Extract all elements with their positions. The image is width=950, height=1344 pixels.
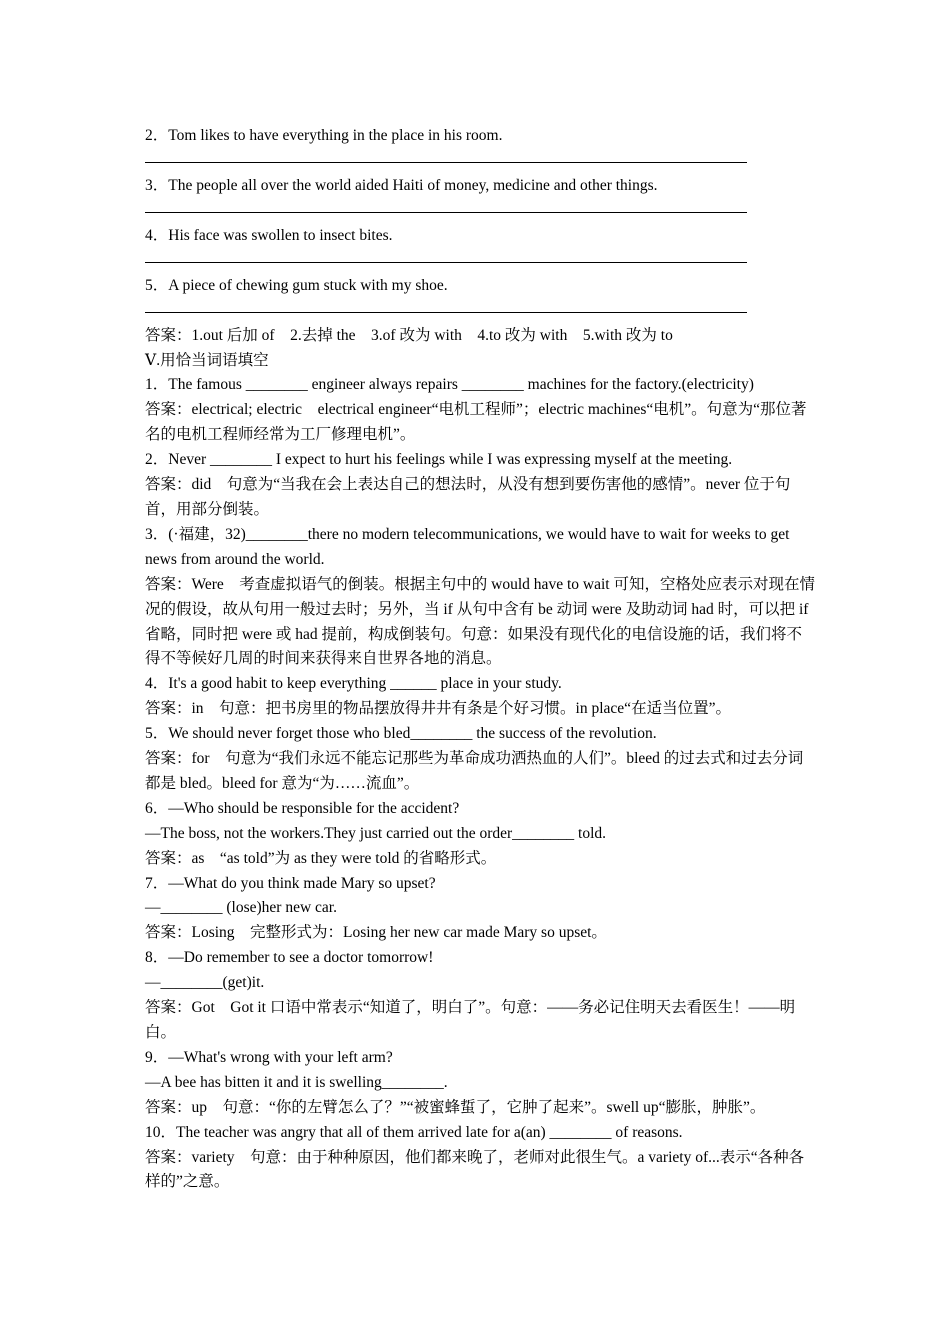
exercise-4-question-2: 2．Tom likes to have everything in the place in his room.: [145, 127, 503, 144]
q8-response: —________(get)it.: [145, 974, 265, 992]
q2-answer: 答案：did 句意为“当我在会上表达自己的想法时，从没有想到要伤害他的感情”。never 位于句首，用部分倒装。: [145, 476, 791, 518]
q6-question: 6．—Who should be responsible for the accident?: [145, 799, 460, 817]
q3-question: 3．(·福建，32)________there no modern telecommunications, we would have to wait for weeks to get news from around the world.: [145, 525, 790, 568]
q6-response: —The boss, not the workers.They just carried out the order________ told.: [145, 824, 607, 842]
q8-question: 8．—Do remember to see a doctor tomorrow!: [145, 949, 434, 967]
q1-answer: 答案：electrical; electric electrical engineer“电机工程师”；electric machines“电机”。句意为“那位著名的电机工程师经常为工厂修理电机”。: [145, 401, 807, 444]
q9-question: 9．—What's wrong with your left arm?: [145, 1048, 393, 1066]
q3-answer: 答案：Were 考查虚拟语气的倒装。根据主句中的 would have to wait 可知，空格处应表示对现在情况的假设，故从句用一般过去时；另外，当 if 从句中含有 be 动词 were 及助动词 had 时，可以把 if 省略，同时把 were 或 had 提前，构成倒装句。句意：如果没有现代化的电信设施的话，我们将不得不等候好几周的时间来获得来自世界各地的消息。: [145, 575, 815, 668]
exercise-4-question-4: 4．His face was swollen to insect bites.: [145, 226, 393, 244]
q7-response: —________ (lose)her new car.: [145, 899, 337, 917]
q5-answer: 答案：for 句意为“我们永远不能忘记那些为革命成功洒热血的人们”。bleed 的过去式和过去分词都是 bled。bleed for 意为“为……流血”。: [145, 750, 804, 792]
q8-answer: 答案：Got Got it 口语中常表示“知道了，明白了”。句意：——务必记住明天去看医生！——明白。: [145, 999, 796, 1041]
q9-response: —A bee has bitten it and it is swelling________.: [145, 1073, 448, 1091]
q10-question: 10．The teacher was angry that all of them arrived late for a(an) ________ of reasons.: [145, 1123, 683, 1141]
section-5-heading: Ⅴ.用恰当词语填空: [145, 351, 269, 369]
q6-answer: 答案：as “as told”为 as they were told 的省略形式。: [145, 849, 497, 867]
q2-question: 2．Never ________ I expect to hurt his feelings while I was expressing myself at the meeting.: [145, 451, 733, 469]
q9-answer: 答案：up 句意：“你的左臂怎么了？”“被蜜蜂蜇了，它肿了起来”。swell up“膨胀，肿胀”。: [145, 1098, 766, 1116]
q7-answer: 答案：Losing 完整形式为：Losing her new car made Mary so upset。: [145, 924, 607, 942]
answer-blank-line: [145, 212, 747, 213]
exercise-4-answer: 答案：1.out 后加 of 2.去掉 the 3.of 改为 with 4.to 改为 with 5.with 改为 to: [145, 326, 673, 344]
answer-blank-line: [145, 312, 747, 313]
q7-question: 7．—What do you think made Mary so upset?: [145, 874, 436, 892]
document-page: [145, 124, 817, 1195]
q4-question: 4．It's a good habit to keep everything ______ place in your study.: [145, 675, 562, 693]
q1-question: 1．The famous ________ engineer always repairs ________ machines for the factory.(electricity): [145, 376, 754, 394]
q10-answer: 答案：variety 句意：由于种种原因，他们都来晚了，老师对此很生气。a variety of...表示“各种各样的”之意。: [145, 1148, 805, 1191]
exercise-4-question-5: 5．A piece of chewing gum stuck with my shoe.: [145, 276, 448, 294]
q5-question: 5．We should never forget those who bled________ the success of the revolution.: [145, 725, 657, 743]
q4-answer: 答案：in 句意：把书房里的物品摆放得井井有条是个好习惯。in place“在适当位置”。: [145, 700, 731, 718]
answer-blank-line: [145, 262, 747, 263]
exercise-4-question-3: 3．The people all over the world aided Haiti of money, medicine and other things.: [145, 176, 658, 194]
answer-blank-line: [145, 162, 747, 163]
